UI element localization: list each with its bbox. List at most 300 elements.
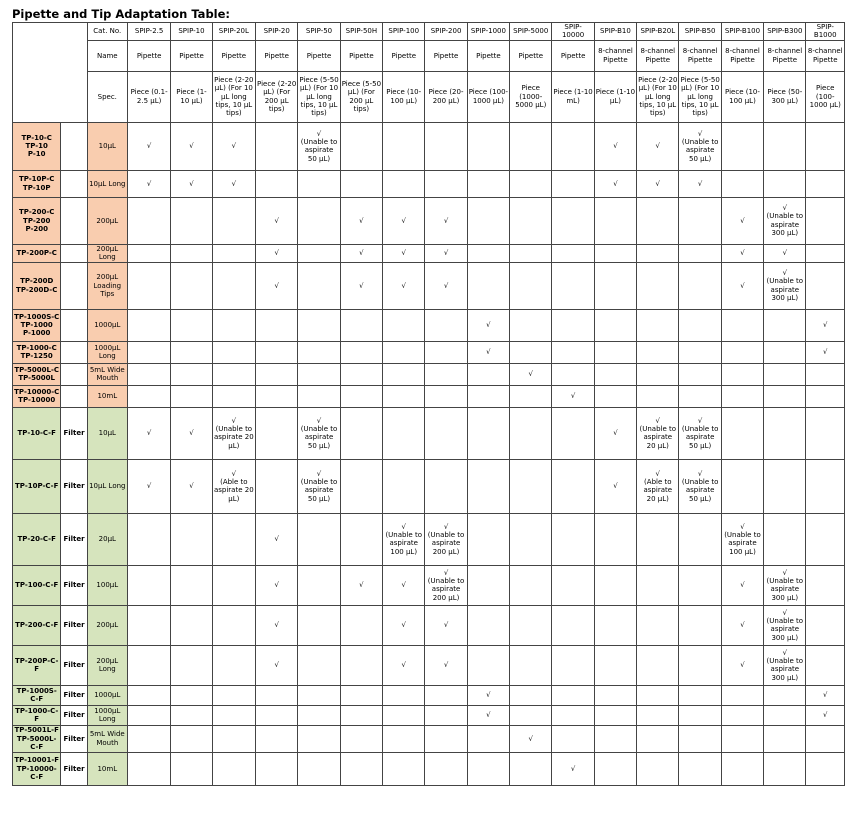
tip-model: TP-5000L-C TP-5000L — [13, 363, 61, 385]
compat-cell: √ (Unable to aspirate 200 μL) — [425, 565, 467, 605]
compat-cell — [594, 685, 636, 705]
compat-cell — [298, 705, 340, 725]
column-header-cat: SPIP-B1000 — [806, 23, 845, 41]
column-header-spec: Piece (5-50 μL) (For 200 μL tips) — [340, 71, 382, 122]
header-label-cat: Cat. No. — [87, 23, 127, 41]
compat-cell — [340, 705, 382, 725]
compat-cell: √ — [552, 385, 594, 407]
compat-cell — [340, 309, 382, 341]
compat-cell: √ — [256, 197, 298, 244]
compat-cell — [212, 705, 255, 725]
compat-cell — [171, 197, 212, 244]
filter-label: Filter — [61, 513, 87, 565]
compat-cell — [340, 685, 382, 705]
tip-model: TP-10-C-F — [13, 407, 61, 459]
compat-cell — [467, 513, 509, 565]
compat-cell — [212, 244, 255, 262]
table-row — [13, 122, 845, 170]
column-header-cat: SPIP-50 — [298, 23, 340, 41]
compat-cell — [552, 407, 594, 459]
tip-size: 1000μL Long — [87, 705, 127, 725]
compat-cell — [679, 262, 721, 309]
compat-cell — [806, 725, 845, 752]
compat-cell: √ — [721, 645, 763, 685]
compat-cell — [721, 309, 763, 341]
tip-model: TP-10P-C TP-10P — [13, 170, 61, 197]
compat-cell: √ (Unable to aspirate 50 μL) — [679, 407, 721, 459]
compat-cell — [510, 645, 552, 685]
filter-label: Filter — [61, 459, 87, 513]
compat-cell — [806, 385, 845, 407]
tip-model: TP-20-C-F — [13, 513, 61, 565]
compat-cell — [764, 309, 806, 341]
tip-size: 200μL — [87, 605, 127, 645]
filter-label: Filter — [61, 645, 87, 685]
compat-cell: √ (Able to aspirate 20 μL) — [212, 459, 255, 513]
tip-size: 100μL — [87, 565, 127, 605]
compat-cell: √ — [256, 645, 298, 685]
compat-cell — [256, 341, 298, 363]
compat-cell — [806, 262, 845, 309]
column-header-spec: Piece (10-100 μL) — [721, 71, 763, 122]
compat-cell — [340, 645, 382, 685]
tip-size: 10μL — [87, 122, 127, 170]
compat-cell — [637, 197, 679, 244]
column-header-cat: SPIP-20L — [212, 23, 255, 41]
compat-cell: √ — [127, 407, 170, 459]
column-header-spec: Piece (0.1-2.5 μL) — [127, 71, 170, 122]
compat-cell — [467, 170, 509, 197]
compat-cell — [806, 605, 845, 645]
compat-cell — [552, 122, 594, 170]
column-header-name: Pipette — [127, 40, 170, 71]
compat-cell: √ — [127, 170, 170, 197]
compat-cell — [552, 244, 594, 262]
compat-cell — [171, 363, 212, 385]
compat-cell — [552, 262, 594, 309]
compat-cell — [467, 752, 509, 785]
compat-cell — [171, 262, 212, 309]
compat-cell — [171, 565, 212, 605]
table-row — [13, 685, 845, 705]
compat-cell — [298, 752, 340, 785]
compat-cell — [127, 385, 170, 407]
compat-cell: √ — [721, 244, 763, 262]
compat-cell — [806, 645, 845, 685]
column-header-name: Pipette — [552, 40, 594, 71]
table-corner — [13, 23, 88, 123]
compat-cell: √ — [679, 170, 721, 197]
compat-cell — [637, 565, 679, 605]
compat-cell — [510, 407, 552, 459]
tip-model: TP-200P-C-F — [13, 645, 61, 685]
filter-label: Filter — [61, 407, 87, 459]
compat-cell — [552, 309, 594, 341]
compat-cell — [594, 244, 636, 262]
compat-cell — [467, 385, 509, 407]
compat-cell — [764, 122, 806, 170]
compat-cell — [383, 685, 425, 705]
compat-cell — [212, 645, 255, 685]
compat-cell: √ — [383, 645, 425, 685]
compat-cell — [212, 341, 255, 363]
compat-cell: √ — [721, 565, 763, 605]
compat-cell: √ — [721, 262, 763, 309]
column-header-spec: Piece (2-20 μL) (For 200 μL tips) — [256, 71, 298, 122]
compat-cell: √ — [340, 262, 382, 309]
compat-cell: √ — [467, 705, 509, 725]
compat-cell — [425, 459, 467, 513]
compat-cell — [383, 725, 425, 752]
column-header-cat: SPIP-5000 — [510, 23, 552, 41]
compat-cell — [127, 725, 170, 752]
column-header-cat: SPIP-B100 — [721, 23, 763, 41]
compat-cell — [298, 685, 340, 705]
column-header-cat: SPIP-100 — [383, 23, 425, 41]
filter-label: Filter — [61, 565, 87, 605]
compat-cell — [340, 407, 382, 459]
filter-label — [61, 363, 87, 385]
compat-cell — [340, 363, 382, 385]
compat-cell — [256, 170, 298, 197]
compat-cell — [212, 309, 255, 341]
column-header-cat: SPIP-20 — [256, 23, 298, 41]
compat-cell — [679, 605, 721, 645]
column-header-name: Pipette — [171, 40, 212, 71]
compat-cell: √ (Unable to aspirate 50 μL) — [298, 459, 340, 513]
compat-cell — [425, 309, 467, 341]
compat-cell — [637, 262, 679, 309]
compat-cell — [594, 197, 636, 244]
compat-cell — [127, 752, 170, 785]
filter-label — [61, 262, 87, 309]
compat-cell — [425, 363, 467, 385]
compat-cell — [510, 513, 552, 565]
compat-cell — [298, 170, 340, 197]
compat-cell — [467, 565, 509, 605]
compat-cell: √ — [340, 197, 382, 244]
compat-cell: √ — [383, 244, 425, 262]
column-header-spec: Piece (20-200 μL) — [425, 71, 467, 122]
compat-cell — [510, 341, 552, 363]
compat-cell — [594, 385, 636, 407]
compat-cell — [127, 341, 170, 363]
compat-cell — [256, 752, 298, 785]
column-header-cat: SPIP-200 — [425, 23, 467, 41]
compat-cell: √ — [383, 197, 425, 244]
tip-size: 5mL Wide Mouth — [87, 363, 127, 385]
tip-size: 1000μL Long — [87, 341, 127, 363]
filter-label: Filter — [61, 605, 87, 645]
header-label-spec: Spec. — [87, 71, 127, 122]
column-header-spec: Piece (10-100 μL) — [383, 71, 425, 122]
compat-cell — [764, 407, 806, 459]
tip-size: 200μL Long — [87, 645, 127, 685]
table-row — [13, 197, 845, 244]
compat-cell — [637, 605, 679, 645]
compat-cell — [425, 385, 467, 407]
compat-cell — [212, 685, 255, 705]
compat-cell: √ — [594, 407, 636, 459]
column-header-spec: Piece (2-20 μL) (For 10 μL long tips, 10 μL tips) — [212, 71, 255, 122]
compat-cell — [298, 197, 340, 244]
compat-cell — [212, 725, 255, 752]
table-row — [13, 605, 845, 645]
table-row — [13, 170, 845, 197]
compat-cell: √ — [212, 122, 255, 170]
tip-model: TP-10P-C-F — [13, 459, 61, 513]
compat-cell — [171, 513, 212, 565]
column-header-name: Pipette — [383, 40, 425, 71]
compat-cell — [340, 122, 382, 170]
filter-label — [61, 197, 87, 244]
tip-size: 20μL — [87, 513, 127, 565]
compat-cell — [256, 685, 298, 705]
compat-cell — [298, 341, 340, 363]
column-header-cat: SPIP-10000 — [552, 23, 594, 41]
compat-cell — [340, 459, 382, 513]
compat-cell — [764, 363, 806, 385]
filter-label — [61, 122, 87, 170]
compat-cell — [594, 725, 636, 752]
compat-cell — [594, 363, 636, 385]
compat-cell — [764, 459, 806, 513]
compat-cell — [425, 170, 467, 197]
compat-cell — [552, 170, 594, 197]
compat-cell — [467, 197, 509, 244]
compat-cell — [806, 407, 845, 459]
compat-cell: √ — [637, 170, 679, 197]
compat-cell — [127, 645, 170, 685]
column-header-spec: Piece (100-1000 μL) — [467, 71, 509, 122]
compat-cell — [721, 705, 763, 725]
compat-cell — [256, 309, 298, 341]
compat-cell: √ — [425, 605, 467, 645]
table-row — [13, 244, 845, 262]
table-row — [13, 262, 845, 309]
compat-cell — [298, 309, 340, 341]
header-row-cat — [13, 23, 845, 41]
compat-cell — [510, 752, 552, 785]
column-header-spec: Piece (100-1000 μL) — [806, 71, 845, 122]
compat-cell: √ (Unable to aspirate 300 μL) — [764, 262, 806, 309]
compat-cell — [340, 513, 382, 565]
compat-cell — [510, 244, 552, 262]
compat-cell — [594, 705, 636, 725]
compat-cell — [298, 645, 340, 685]
table-row — [13, 565, 845, 605]
compat-cell — [679, 363, 721, 385]
compat-cell — [552, 459, 594, 513]
compat-cell — [298, 244, 340, 262]
tip-size: 200μL Loading Tips — [87, 262, 127, 309]
compat-cell: √ (Unable to aspirate 20 μL) — [212, 407, 255, 459]
column-header-cat: SPIP-B50 — [679, 23, 721, 41]
compat-cell — [679, 565, 721, 605]
tip-size: 10μL Long — [87, 170, 127, 197]
compat-cell: √ — [806, 309, 845, 341]
compat-cell: √ (Unable to aspirate 50 μL) — [298, 122, 340, 170]
header-row-name — [13, 40, 845, 71]
tip-model: TP-200-C TP-200 P-200 — [13, 197, 61, 244]
compat-cell — [383, 170, 425, 197]
filter-label: Filter — [61, 725, 87, 752]
filter-label — [61, 309, 87, 341]
tip-model: TP-1000S-C TP-1000 P-1000 — [13, 309, 61, 341]
compat-cell — [383, 309, 425, 341]
compat-cell — [806, 244, 845, 262]
compat-cell: √ — [467, 341, 509, 363]
tip-size: 10μL — [87, 407, 127, 459]
compat-cell — [721, 122, 763, 170]
compat-cell — [340, 170, 382, 197]
tip-model: TP-1000S-C-F — [13, 685, 61, 705]
compat-cell — [127, 309, 170, 341]
compat-cell — [212, 385, 255, 407]
compat-cell — [510, 685, 552, 705]
tip-model: TP-200D TP-200D-C — [13, 262, 61, 309]
compat-cell — [637, 244, 679, 262]
tip-model: TP-10-C TP-10 P-10 — [13, 122, 61, 170]
column-header-name: 8-channel Pipette — [679, 40, 721, 71]
compat-cell — [679, 725, 721, 752]
compat-cell — [467, 407, 509, 459]
compat-cell — [256, 122, 298, 170]
compat-cell — [510, 122, 552, 170]
compat-cell — [806, 513, 845, 565]
table-row — [13, 309, 845, 341]
compat-cell — [552, 363, 594, 385]
compat-cell — [637, 385, 679, 407]
filter-label: Filter — [61, 705, 87, 725]
compat-cell — [127, 605, 170, 645]
compat-cell — [171, 244, 212, 262]
compat-cell — [721, 685, 763, 705]
compat-cell — [637, 725, 679, 752]
compat-cell — [212, 197, 255, 244]
compat-cell — [679, 385, 721, 407]
compat-cell: √ — [256, 605, 298, 645]
compat-cell: √ (Unable to aspirate 300 μL) — [764, 197, 806, 244]
compat-cell — [764, 752, 806, 785]
compat-cell — [510, 170, 552, 197]
page-title: Pipette and Tip Adaptation Table: — [12, 7, 231, 21]
compat-cell — [383, 363, 425, 385]
compat-cell: √ (Unable to aspirate 50 μL) — [679, 122, 721, 170]
adaptation-table — [12, 22, 845, 786]
compat-cell: √ — [383, 605, 425, 645]
table-row — [13, 705, 845, 725]
table-row — [13, 341, 845, 363]
compat-cell: √ (Able to aspirate 20 μL) — [637, 459, 679, 513]
column-header-spec: Piece (1-10 mL) — [552, 71, 594, 122]
compat-cell — [467, 459, 509, 513]
compat-cell — [340, 725, 382, 752]
compat-cell — [679, 197, 721, 244]
compat-cell — [510, 262, 552, 309]
compat-cell — [721, 341, 763, 363]
compat-cell: √ — [256, 244, 298, 262]
compat-cell — [637, 363, 679, 385]
compat-cell — [552, 685, 594, 705]
compat-cell: √ — [806, 685, 845, 705]
compat-cell: √ — [171, 459, 212, 513]
compat-cell — [212, 752, 255, 785]
compat-cell — [510, 565, 552, 605]
compat-cell — [806, 197, 845, 244]
filter-label — [61, 385, 87, 407]
compat-cell — [552, 605, 594, 645]
compat-cell: √ — [383, 565, 425, 605]
column-header-cat: SPIP-B300 — [764, 23, 806, 41]
column-header-name: 8-channel Pipette — [806, 40, 845, 71]
tip-model: TP-1000-C-F — [13, 705, 61, 725]
compat-cell — [383, 122, 425, 170]
column-header-name: Pipette — [425, 40, 467, 71]
compat-cell — [467, 605, 509, 645]
compat-cell — [171, 341, 212, 363]
compat-cell: √ — [594, 170, 636, 197]
compat-cell — [212, 605, 255, 645]
compat-cell — [806, 122, 845, 170]
compat-cell: √ — [637, 122, 679, 170]
compat-cell: √ — [171, 407, 212, 459]
compat-cell — [764, 685, 806, 705]
compat-cell: √ — [212, 170, 255, 197]
compat-cell — [425, 685, 467, 705]
compat-cell: √ (Unable to aspirate 50 μL) — [679, 459, 721, 513]
compat-cell — [340, 752, 382, 785]
compat-cell — [256, 385, 298, 407]
compat-cell — [171, 705, 212, 725]
compat-cell — [637, 685, 679, 705]
compat-cell — [425, 752, 467, 785]
table-row — [13, 385, 845, 407]
compat-cell: √ — [256, 513, 298, 565]
compat-cell — [467, 363, 509, 385]
compat-cell — [256, 363, 298, 385]
compat-cell — [679, 244, 721, 262]
header-label-name: Name — [87, 40, 127, 71]
compat-cell — [127, 363, 170, 385]
compat-cell — [212, 262, 255, 309]
tip-size: 1000μL — [87, 685, 127, 705]
compat-cell: √ — [425, 197, 467, 244]
column-header-cat: SPIP-2.5 — [127, 23, 170, 41]
compat-cell — [127, 565, 170, 605]
compat-cell — [721, 170, 763, 197]
column-header-name: Pipette — [467, 40, 509, 71]
table-row — [13, 459, 845, 513]
compat-cell — [552, 645, 594, 685]
column-header-name: Pipette — [298, 40, 340, 71]
compat-cell: √ — [171, 170, 212, 197]
column-header-spec: Piece (5-50 μL) (For 10 μL long tips, 10 μL tips) — [298, 71, 340, 122]
tip-model: TP-100-C-F — [13, 565, 61, 605]
compat-cell — [171, 385, 212, 407]
compat-cell — [679, 513, 721, 565]
compat-cell: √ — [171, 122, 212, 170]
compat-cell — [256, 407, 298, 459]
compat-cell — [256, 705, 298, 725]
column-header-cat: SPIP-50H — [340, 23, 382, 41]
compat-cell — [127, 513, 170, 565]
filter-label — [61, 170, 87, 197]
tip-size: 10mL — [87, 385, 127, 407]
compat-cell — [127, 685, 170, 705]
compat-cell — [594, 645, 636, 685]
compat-cell: √ — [340, 244, 382, 262]
